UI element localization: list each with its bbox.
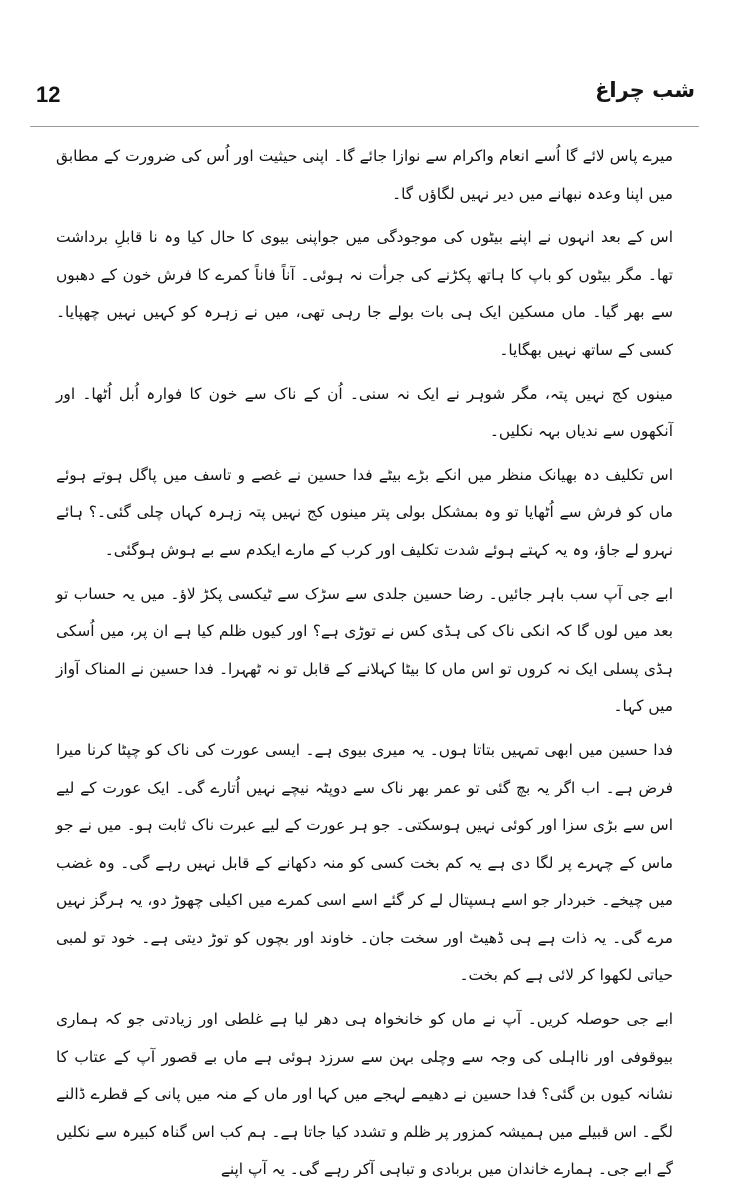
book-title: شب چراغ bbox=[595, 78, 695, 102]
page-body-text bbox=[56, 138, 673, 1195]
paragraph: میرے پاس لائے گا اُسے انعام واکرام سے نوازا جائے گا۔ اپنی حیثیت اور اُس کی ضرورت کے مطابق میں اپنا وعدہ نبھانے میں دیر نہیں لگاؤں گا۔ bbox=[56, 147, 673, 203]
paragraph: اس کے بعد انہوں نے اپنے بیٹوں کی موجودگی میں جواپنی بیوی کا حال کیا وہ نا قابلِ برداشت تھا۔ مگر بیٹوں کو باپ کا ہاتھ پکڑنے کی جرأت نہ ہوئی۔ آناً فاناً کمرے کا فرش خون کے دھبوں سے بھر گیا۔ ماں مسکین ایک ہی بات بولے جا رہی تھی، میں نے زہرہ کو کہیں نہیں چھپایا۔ کسی کے ساتھ نہیں بھگایا۔ bbox=[56, 228, 673, 359]
paragraph: فدا حسین میں ابھی تمہیں بتاتا ہوں۔ یہ میری بیوی ہے۔ ایسی عورت کی ناک کو چپٹا کرنا میرا فرض ہے۔ اب اگر یہ بچ گئی تو عمر بھر ناک سے دوپٹہ نیچے نہیں اُتارے گی۔ ایک عورت کے لیے اس سے بڑی سزا اور کوئی نہیں ہوسکتی۔ جو ہر عورت کے لیے عبرت ناک ثابت ہو۔ میں نے جو ماس کے چہرے پر لگا دی ہے یہ کم بخت کسی کو منہ دکھانے کے قابل نہیں رہے گی۔ وہ غضب میں چیخے۔ خبردار جو اسے ہسپتال لے کر گئے اسے اسی کمرے میں اکیلی چھوڑ دو، یہ ہرگز نہیں مرے گی۔ یہ ذات ہے ہی ڈھیٹ اور سخت جان۔ خاوند اور بچوں کو توڑ دیتی ہے۔ خود تو لمبی حیاتی لکھوا کر لائی ہے کم بخت۔ bbox=[56, 740, 673, 985]
paragraph: مینوں کج نہیں پتہ، مگر شوہر نے ایک نہ سنی۔ اُن کے ناک سے خون کا فوارہ اُبل اُٹھا۔ اور آنکھوں سے ندیاں بہہ نکلیں۔ bbox=[56, 384, 673, 441]
paragraph: ابے جی آپ سب باہر جائیں۔ رضا حسین جلدی سے سڑک سے ٹیکسی پکڑ لاؤ۔ میں یہ حساب تو بعد میں لوں گا کہ انکی ناک کی ہڈی کس نے توڑی ہے؟ اور کیوں ظلم کیا ہے ان پر، میں اُسکی ہڈی پسلی ایک نہ کروں تو اس ماں کا بیٹا کہلانے کے قابل تو نہ ٹھہرا۔ فدا حسین نے المناک آواز میں کہا۔ bbox=[56, 584, 673, 716]
paragraph: اس تکلیف دہ بھیانک منظر میں انکے بڑے بیٹے فدا حسین نے غصے و تاسف میں پاگل ہوتے ہوئے ماں کو فرش سے اُٹھایا تو وہ بمشکل بولی پتر مینوں کج نہیں پتہ زہرہ کہاں چلی گئی۔؟ ہائے نہرو لے جاؤ، وہ یہ کہتے ہوئے شدت تکلیف اور کرب کے مارے ایکدم سے بے ہوش ہوگئی۔ bbox=[56, 465, 673, 559]
page-number: 12 bbox=[36, 82, 61, 107]
header-divider bbox=[30, 126, 699, 127]
page-header bbox=[36, 78, 695, 118]
paragraph: ابے جی حوصلہ کریں۔ آپ نے ماں کو خانخواہ ہی دھر لیا ہے غلطی اور زیادتی جو کہ ہماری بیوقوفی اور نااہلی کی وجہ سے وچلی بہن سے سرزد ہوئی ہے ماں بے قصور آپ کے عتاب کا نشانہ کیوں بن گئی؟ فدا حسین نے دھیمے لہجے میں کہا اور ماں کے منہ میں پانی کے قطرے ڈالنے لگے۔ اس قبیلے میں ہمیشہ کمزور پر ظلم و تشدد کیا جاتا ہے۔ ہم کب اس گناہ کبیرہ سے نکلیں گے ابے جی۔ ہمارے خاندان میں بربادی و تباہی آکر رہے گی۔ یہ آپ اپنے bbox=[56, 1010, 673, 1179]
